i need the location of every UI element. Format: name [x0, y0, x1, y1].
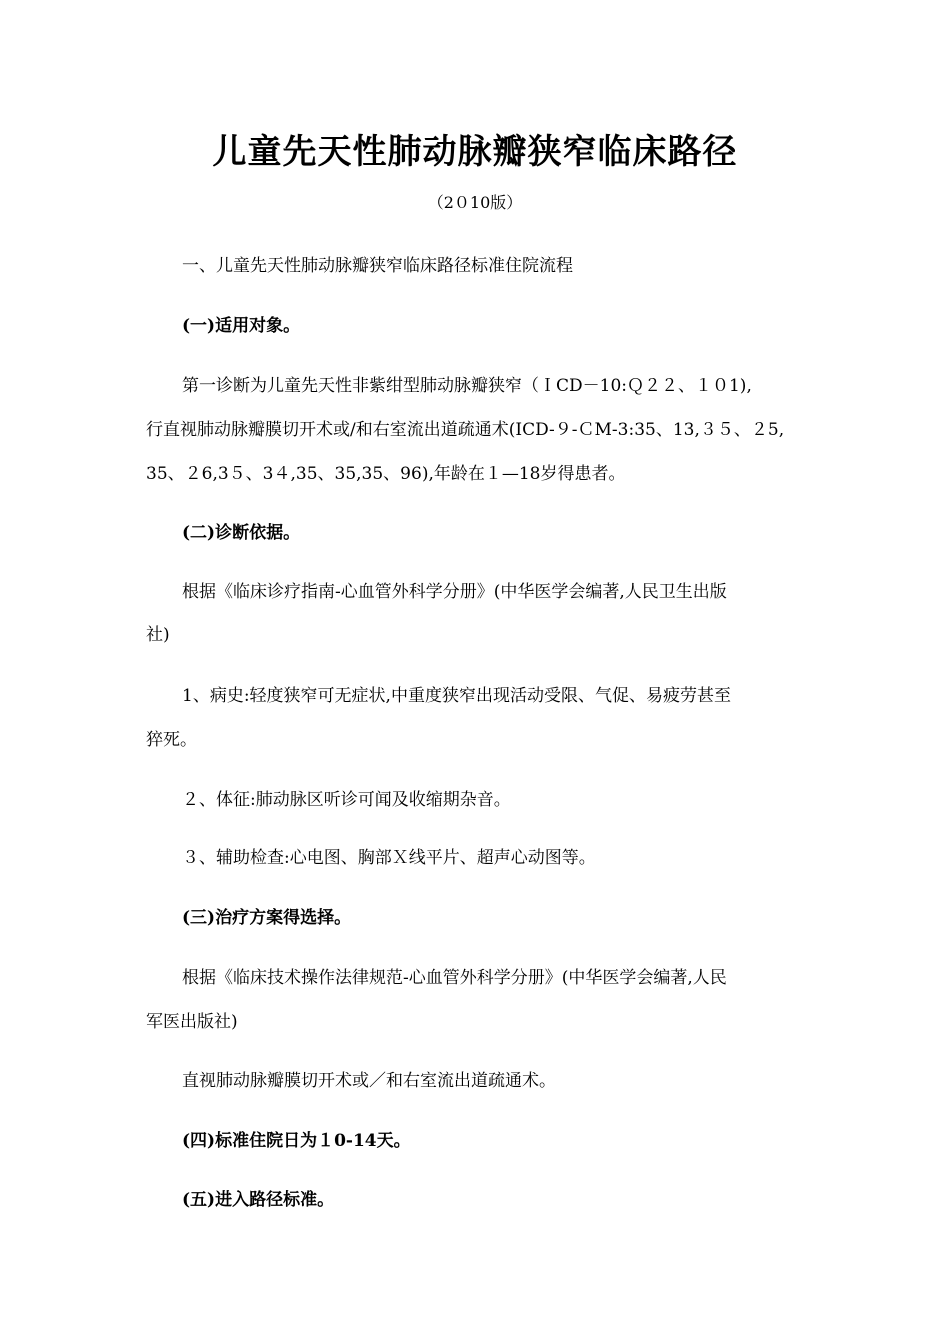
subsection-heading-diagnosis: (二)诊断依据。 [182, 523, 301, 543]
paragraph-line: 社) [146, 625, 170, 645]
subsection-heading-applicable: (一)适用对象。 [182, 316, 301, 336]
paragraph-line: 第一诊断为儿童先天性非紫绀型肺动脉瓣狭窄（ＩCD－10:Ｑ２２、１０1), [182, 376, 752, 396]
paragraph-line: ３、辅助检查:心电图、胸部Ｘ线平片、超声心动图等。 [182, 848, 596, 868]
paragraph-line: 猝死。 [146, 730, 197, 750]
document-title: 儿童先天性肺动脉瓣狭窄临床路径 [212, 132, 738, 172]
paragraph-line: ２、体征:肺动脉区听诊可闻及收缩期杂音。 [182, 790, 511, 810]
subsection-heading-entry-criteria: (五)进入路径标准。 [182, 1190, 335, 1210]
paragraph-line: 根据《临床技术操作法律规范-心血管外科学分册》(中华医学会编著,人民 [182, 968, 727, 988]
paragraph-line: 1、病史:轻度狭窄可无症状,中重度狭窄出现活动受限、气促、易疲劳甚至 [182, 686, 731, 706]
subsection-heading-treatment: (三)治疗方案得选择。 [182, 908, 352, 928]
subsection-heading-hospital-stay: (四)标准住院日为１0-14天。 [182, 1131, 411, 1151]
edition-label: （2０10版） [427, 193, 523, 212]
paragraph-line: 根据《临床诊疗指南-心血管外科学分册》(中华医学会编著,人民卫生出版 [182, 582, 727, 602]
section-heading: 一、儿童先天性肺动脉瓣狭窄临床路径标准住院流程 [182, 256, 573, 276]
paragraph-line: 军医出版社) [146, 1012, 238, 1032]
paragraph-line: 行直视肺动脉瓣膜切开术或/和右室流出道疏通术(ICD-９-ＣM-3:35、13,３５、２5, [146, 420, 785, 440]
paragraph-line: 35、２6,3５、3４,35、35,35、96),年龄在１—18岁得患者。 [146, 464, 626, 484]
paragraph-line: 直视肺动脉瓣膜切开术或／和右室流出道疏通术。 [182, 1071, 556, 1091]
